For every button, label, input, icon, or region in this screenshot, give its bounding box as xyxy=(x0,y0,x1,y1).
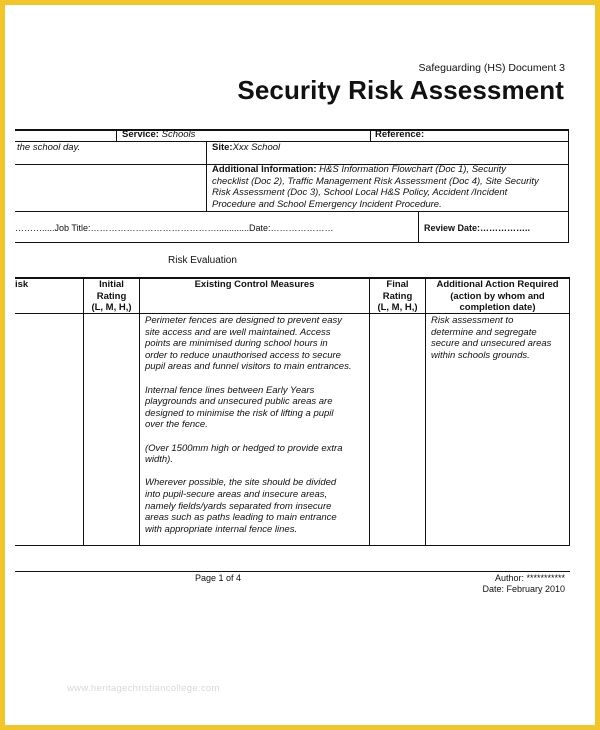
header-line: Rating xyxy=(96,290,127,302)
page-number: Page 1 of 4 xyxy=(195,573,242,583)
info-right-border xyxy=(568,129,569,242)
site-label: Site: xyxy=(212,142,233,153)
measure-line: Internal fence lines between Early Years xyxy=(145,384,315,396)
measure-line: Perimeter fences are designed to prevent easy xyxy=(145,315,342,326)
info-top-border xyxy=(15,129,569,131)
table-col-divider-1 xyxy=(83,277,84,545)
additional-label: Additional Information: xyxy=(212,164,317,175)
measure-line: (Over 1500mm high or hedged to provide extra xyxy=(145,442,343,454)
col-header-existing-measures: Existing Control Measures xyxy=(194,279,315,290)
additional-line: Procedure and School Emergency Incident Procedure. xyxy=(212,198,442,210)
header-line: (action by whom and xyxy=(450,290,545,302)
col-header-additional-action xyxy=(426,279,569,314)
measure-line: order to reduce unauthorised access to secure xyxy=(145,349,341,361)
site-value: Xxx School xyxy=(232,142,281,153)
additional-line: checklist (Doc 2), Traffic Management Risk Assessment (Doc 4), Site Security xyxy=(212,175,539,187)
additional-action-text xyxy=(431,315,565,361)
header-line: (L, M, H,) xyxy=(377,302,418,313)
measure-paragraph xyxy=(145,443,364,466)
header-line: (L, M, H,) xyxy=(91,302,132,313)
author-line: Author: *********** xyxy=(494,573,565,583)
info-bottom-border xyxy=(15,242,569,243)
table-col-divider-3 xyxy=(369,277,370,545)
page-title: Security Risk Assessment xyxy=(237,75,564,105)
info-row1-border xyxy=(15,141,569,142)
document-page xyxy=(5,5,595,725)
info-row3-border xyxy=(15,211,569,212)
document-reference: Safeguarding (HS) Document 3 xyxy=(418,62,565,74)
header-line: Final xyxy=(386,279,409,290)
measure-line: points are minimised during school hours in xyxy=(145,338,328,350)
info-divider-site xyxy=(206,141,207,211)
table-col-divider-4 xyxy=(425,277,426,545)
service-value: Schools xyxy=(161,129,196,140)
info-divider-review xyxy=(418,211,419,242)
additional-line: Risk Assessment (Doc 3), School Local H&S Policy, Accident /Incident xyxy=(212,187,508,199)
additional-information xyxy=(212,164,566,210)
header-line: Additional Action Required xyxy=(436,279,559,290)
review-date-line: Review Date:…………….. xyxy=(424,223,531,233)
action-line: secure and unsecured areas xyxy=(431,338,552,350)
measure-line: areas such as paths leading to main entrance xyxy=(145,512,337,524)
info-row2-left-text: the school day. xyxy=(17,142,81,153)
watermark: www.heritagechristiancollege.com xyxy=(67,683,220,694)
table-right-border xyxy=(569,277,570,545)
site-field xyxy=(212,142,280,153)
col-header-initial-rating xyxy=(84,279,139,314)
info-divider-reference xyxy=(370,129,371,141)
measure-line: designed to minimise the risk of lifting a pupil xyxy=(145,407,334,419)
measure-line: namely fields/yards separated from insecure xyxy=(145,500,332,512)
measure-line: pupil areas and funnel visitors to main entrances. xyxy=(145,361,352,373)
service-label: Service: xyxy=(122,129,159,140)
measure-paragraph xyxy=(145,315,364,373)
info-divider-service xyxy=(116,129,117,141)
measure-line: over the fence. xyxy=(145,419,208,431)
action-line: determine and segregate xyxy=(431,326,537,338)
header-line: Rating xyxy=(382,290,413,302)
header-line: completion date) xyxy=(459,302,536,313)
measure-line: Wherever possible, the site should be divided xyxy=(145,477,337,489)
measure-paragraph xyxy=(145,477,364,535)
service-field xyxy=(122,129,195,140)
risk-evaluation-label: Risk Evaluation xyxy=(168,255,237,266)
measure-line: with appropriate internal fence lines. xyxy=(145,523,298,535)
header-line: Initial xyxy=(99,279,124,290)
action-line: Risk assessment to xyxy=(431,315,514,326)
col-header-risk: isk xyxy=(15,279,29,290)
reference-label: Reference: xyxy=(375,129,425,140)
existing-control-measures xyxy=(145,315,364,547)
col-header-final-rating xyxy=(370,279,425,314)
additional-line: H&S Information Flowchart (Doc 1), Security xyxy=(319,164,507,175)
measure-line: site access and are well maintained. Access xyxy=(145,326,331,338)
job-title-date-line: ……….....Job Title:…………………………………….............Date:………………… xyxy=(15,223,334,233)
measure-line: into pupil-secure areas and insecure areas, xyxy=(145,488,328,500)
date-line: Date: February 2010 xyxy=(482,584,565,594)
footer-rule xyxy=(15,571,570,572)
measure-line: playgrounds and unsecured public areas are xyxy=(145,396,333,408)
measure-paragraph xyxy=(145,385,364,431)
action-line: within schools grounds. xyxy=(431,349,530,361)
table-col-divider-2 xyxy=(139,277,140,545)
measure-line: width). xyxy=(145,454,173,466)
